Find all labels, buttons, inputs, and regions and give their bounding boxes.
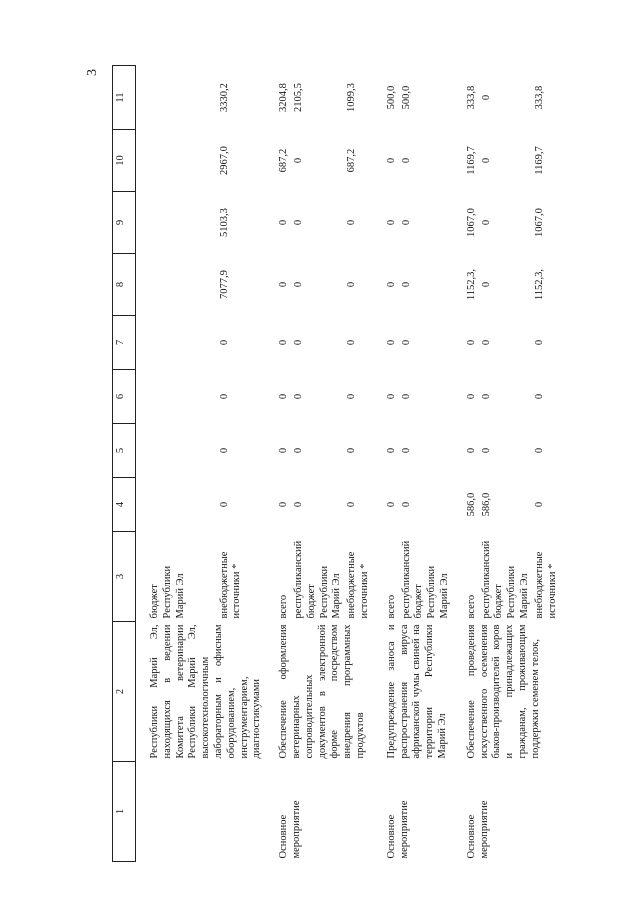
value-cell (148, 192, 218, 254)
funding-source: республиканский бюджет Республики Марий Эл (400, 540, 450, 619)
value-cell: 0 (385, 339, 397, 346)
value-cell: 0 (292, 219, 304, 226)
value-cell: 0 (346, 447, 358, 454)
value-cell: 0 (480, 219, 492, 226)
measure-description-text: Обеспечение проведения искусственного осеменения быков-производителей коров и принадлежащих гражданам, проживающим (465, 624, 528, 759)
value-cell (148, 370, 218, 424)
value-cell: 333,8 (465, 85, 477, 110)
col-header: 8 (113, 254, 136, 316)
value-cell: 0 (385, 393, 397, 400)
value-cell: 0 (292, 393, 304, 400)
value-cell: 3204,8 (278, 83, 290, 112)
funding-source: всего (278, 594, 290, 619)
value-cell: 0 (400, 501, 412, 508)
value-cell (148, 130, 218, 192)
value-cell: 0 (533, 339, 545, 346)
table-row (385, 66, 400, 862)
value-cell: 1152,3, (533, 268, 545, 301)
value-cell: 0 (480, 447, 492, 454)
value-cell (148, 424, 218, 478)
value-cell: 0 (292, 339, 304, 346)
value-cell: 0 (278, 339, 290, 346)
funding-source: всего (465, 594, 477, 619)
value-cell: 0 (218, 339, 230, 346)
value-cell: 0 (480, 393, 492, 400)
value-cell: 0 (218, 501, 230, 508)
value-cell: 0 (385, 447, 397, 454)
funding-source: всего (385, 594, 397, 619)
value-cell: 333,8 (533, 85, 545, 110)
value-cell: 687,2 (346, 148, 358, 173)
col-header: 10 (113, 130, 136, 192)
col-header: 3 (113, 532, 136, 622)
value-cell: 0 (465, 339, 477, 346)
funding-source: республиканский бюджет Республики Марий Эл (480, 540, 530, 619)
value-cell: 0 (533, 501, 545, 508)
value-cell: 0 (400, 281, 412, 288)
funding-source: внебюджетные источники * (533, 551, 558, 619)
value-cell: 1152,3, (465, 268, 477, 301)
header-row (113, 66, 136, 862)
measure-type: Основное мероприятие (385, 800, 410, 859)
value-cell (148, 254, 218, 316)
value-cell: 0 (278, 219, 290, 226)
value-cell: 0 (218, 447, 230, 454)
measure-type: Основное мероприятие (278, 800, 302, 859)
value-cell (148, 66, 218, 130)
value-cell: 0 (533, 447, 545, 454)
value-cell: 0 (400, 157, 412, 164)
value-cell (148, 478, 218, 532)
measure-type (148, 762, 265, 862)
value-cell: 0 (278, 393, 290, 400)
funding-source: внебюджетные источники * (346, 551, 370, 619)
value-cell: 7077,9 (218, 270, 230, 299)
measure-description: Обеспечение оформления ветеринарных сопроводительных документов в электронной форме посредством внедрения программных продуктов (278, 624, 366, 759)
funding-source: республиканский бюджет Республики Марий Эл (292, 540, 343, 619)
col-header: 9 (113, 192, 136, 254)
value-cell: 0 (346, 501, 358, 508)
value-cell: 0 (346, 339, 358, 346)
budget-table (112, 65, 560, 862)
rotated-table-wrapper (112, 66, 558, 862)
table-row (277, 66, 292, 862)
value-cell: 0 (278, 281, 290, 288)
value-cell: 0 (278, 501, 290, 508)
value-cell: 0 (346, 281, 358, 288)
value-cell: 0 (292, 281, 304, 288)
value-cell: 0 (465, 393, 477, 400)
value-cell: 0 (292, 157, 304, 164)
col-header: 4 (113, 478, 136, 532)
value-cell: 0 (480, 94, 492, 101)
value-cell: 0 (400, 447, 412, 454)
measure-description-fragment: поддержки семенем телок, (529, 638, 541, 759)
measure-description: Республики Марий Эл, находящихся в ведении Комитета ветеринарии Республики Марий Эл, высокотехнологичным лабораторным и офисным оборудованием, инструментарием, диагностикумами (149, 624, 263, 759)
value-cell: 0 (385, 219, 397, 226)
value-cell: 0 (346, 393, 358, 400)
value-cell: 2105,5 (292, 83, 304, 112)
value-cell: 5103,3 (218, 208, 230, 237)
value-cell (148, 316, 218, 370)
value-cell: 0 (346, 219, 358, 226)
page-number: 3 (85, 69, 100, 76)
value-cell: 0 (385, 281, 397, 288)
value-cell: 0 (218, 393, 230, 400)
value-cell: 0 (480, 281, 492, 288)
table-row (465, 66, 480, 862)
col-header: 1 (113, 762, 136, 862)
value-cell: 0 (385, 157, 397, 164)
value-cell: 0 (400, 219, 412, 226)
value-cell: 1169,7 (533, 146, 545, 175)
value-cell: 1067,0 (533, 208, 545, 237)
value-cell: 586,0 (465, 492, 477, 517)
value-cell: 500,0 (400, 85, 412, 110)
value-cell: 1099,3 (346, 83, 358, 112)
table-row (148, 66, 218, 862)
value-cell: 3330,2 (218, 83, 230, 112)
measure-type: Основное мероприятие (465, 800, 490, 859)
col-header: 7 (113, 316, 136, 370)
value-cell: 1169,7 (465, 146, 477, 175)
value-cell: 0 (292, 501, 304, 508)
measure-description (465, 622, 561, 762)
value-cell: 1067,0 (465, 208, 477, 237)
col-header: 11 (113, 66, 136, 130)
funding-source: внебюджетные источники * (218, 551, 243, 619)
value-cell: 0 (292, 447, 304, 454)
value-cell: 0 (400, 393, 412, 400)
col-header: 2 (113, 622, 136, 762)
value-cell: 687,2 (278, 148, 290, 173)
value-cell: 0 (480, 339, 492, 346)
value-cell: 0 (533, 393, 545, 400)
funding-source: бюджет Республики Марий Эл (149, 565, 186, 619)
value-cell: 0 (278, 447, 290, 454)
value-cell: 500,0 (385, 85, 397, 110)
value-cell: 0 (465, 447, 477, 454)
value-cell: 2967,0 (218, 146, 230, 175)
measure-description: Предупреждение заноса и распространения вируса африканской чумы свиней на территории Республики Марий Эл (385, 624, 448, 759)
value-cell: 0 (385, 501, 397, 508)
value-cell: 0 (400, 339, 412, 346)
col-header: 5 (113, 424, 136, 478)
col-header: 6 (113, 370, 136, 424)
value-cell: 0 (480, 157, 492, 164)
value-cell: 586,0 (480, 492, 492, 517)
